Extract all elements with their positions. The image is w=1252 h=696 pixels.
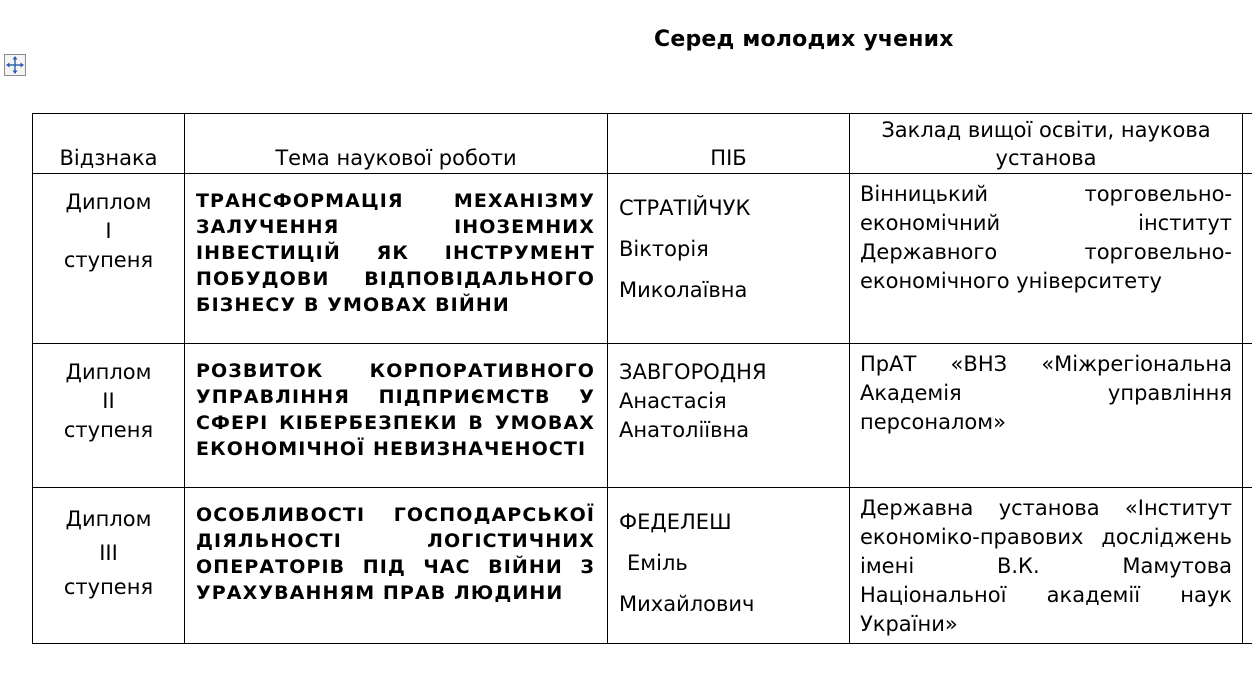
table-row [33,488,1252,644]
page-title: Серед молодих учених [654,27,954,52]
institution-text: Державна установа «Інститут економіко-правових досліджень імені В.К. Мамутова Національної академії наук України» [860,496,1232,636]
award-level: ступеня [63,575,154,599]
institution-text: ПрАТ «ВНЗ «Міжрегіональна Академія управління персоналом» [860,352,1232,434]
institution-text: Вінницький торговельно-економічний інститут Державного торговельно-економічного університету [860,182,1232,293]
topic-cell [185,174,608,344]
award-degree: I [105,219,112,243]
table-row [33,174,1252,344]
person-patronymic: Миколаївна [619,278,748,302]
table-row [33,344,1252,488]
award-diploma: Диплом [65,360,152,384]
person-first-name: Вікторія [619,237,709,261]
person-first-name: Еміль [627,551,688,575]
topic-text: ОСОБЛИВОСТІ ГОСПОДАРСЬКОЇ ДІЯЛЬНОСТІ ЛОГІСТИЧНИХ ОПЕРАТОРІВ ПІД ЧАС ВІЙНИ З УРАХУВАННЯМ ПРАВ ЛЮДИНИ [196,504,595,604]
person-first-name: Анастасія [619,389,727,413]
topic-text: ТРАНСФОРМАЦІЯ МЕХАНІЗМУ ЗАЛУЧЕННЯ ІНОЗЕМНИХ ІНВЕСТИЦІЙ ЯК ІНСТРУМЕНТ ПОБУДОВИ ВІДПОВІДАЛЬНОГО БІЗНЕСУ В УМОВАХ ВІЙНИ [196,190,595,316]
award-degree: II [102,389,115,413]
table-edge-cell [1243,344,1252,488]
topic-cell [185,344,608,488]
award-cell [33,174,185,344]
table-edge-cell [1243,174,1252,344]
award-cell [33,344,185,488]
institution-cell [850,344,1243,488]
person-surname: СТРАТІЙЧУК [619,196,751,220]
awards-table [32,113,1252,644]
person-surname: ЗАВГОРОДНЯ [619,360,767,384]
institution-cell [850,488,1243,644]
person-cell [608,174,850,344]
institution-cell [850,174,1243,344]
header-name: ПІБ [608,114,850,174]
header-award: Відзнака [33,114,185,174]
person-cell [608,488,850,644]
topic-text: РОЗВИТОК КОРПОРАТИВНОГО УПРАВЛІННЯ ПІДПРИЄМСТВ У СФЕРІ КІБЕРБЕЗПЕКИ В УМОВАХ ЕКОНОМІЧНОЇ НЕВИЗНАЧЕНОСТІ [196,360,595,460]
header-institution: Заклад вищої освіти, наукова установа [850,114,1243,174]
table-edge-cell [1243,114,1252,174]
award-level: ступеня [63,418,154,442]
award-cell [33,488,185,644]
person-patronymic: Михайлович [619,592,755,616]
header-topic: Тема наукової роботи [185,114,608,174]
award-degree: III [99,541,118,565]
topic-cell [185,488,608,644]
award-diploma: Диплом [65,190,152,214]
award-diploma: Диплом [65,507,152,531]
move-cross-icon [5,55,25,75]
table-edge-cell [1243,488,1252,644]
person-patronymic: Анатоліївна [619,418,750,442]
award-level: ступеня [63,248,154,272]
table-move-handle[interactable] [4,54,26,76]
person-cell [608,344,850,488]
person-surname: ФЕДЕЛЕШ [619,510,732,534]
table-header-row [33,114,1252,174]
